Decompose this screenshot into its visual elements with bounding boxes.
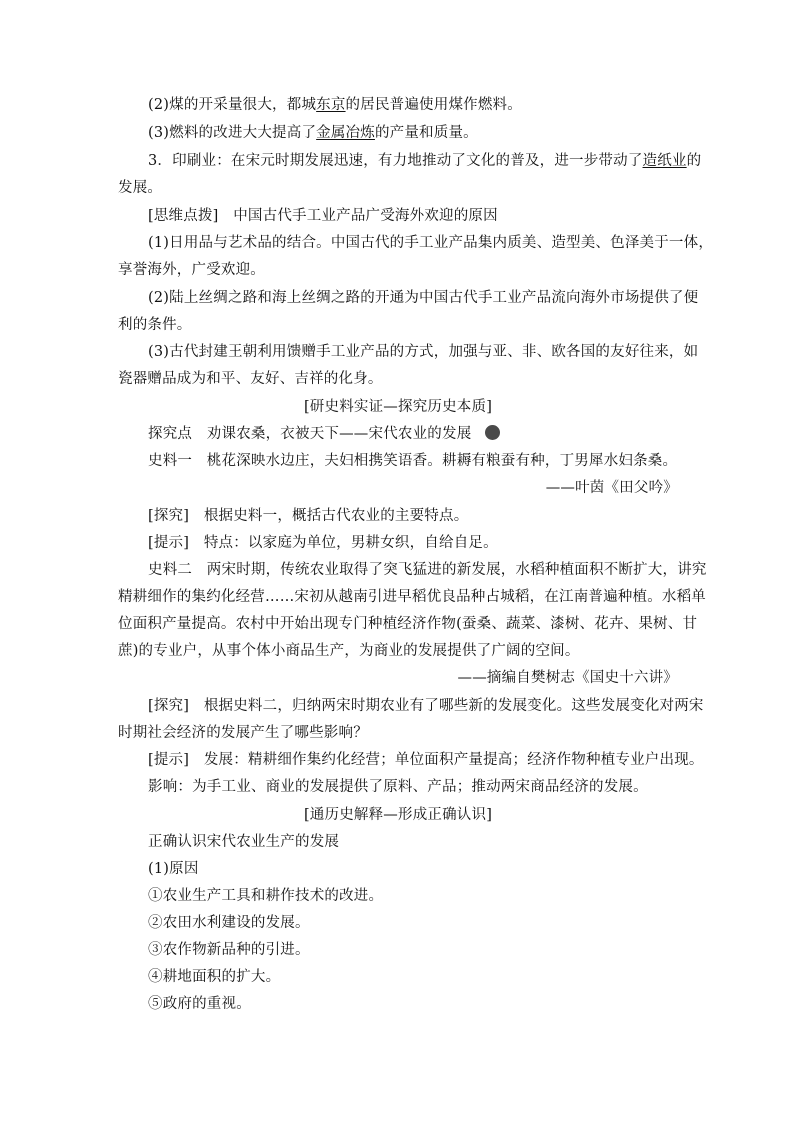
- bullet-dot-icon: [485, 425, 500, 440]
- tip-item-2-cont: 利的条件。: [118, 317, 192, 333]
- source-2-line-4: 蔗)的专业户，从事个体小商品生产，为商业的发展提供了广阔的空间。: [118, 643, 580, 659]
- text-segment: 的: [686, 153, 702, 169]
- paragraph-printing-cont: 发展。: [118, 180, 163, 196]
- tip-title: [思维点拨] 中国古代手工业产品广受海外欢迎的原因: [148, 208, 498, 224]
- topic-heading: 正确认识宋代农业生产的发展: [148, 834, 340, 850]
- section-heading-2: [通历史解释—形成正确认识]: [303, 807, 493, 823]
- explore-point: [148, 425, 708, 443]
- answer-2: [提示] 发展：精耕细作集约化经营；单位面积产量提高；经济作物种植专业户出现。: [148, 752, 704, 768]
- question-1: [探究] 根据史料一，概括古代农业的主要特点。: [148, 508, 469, 524]
- reason-item: ④耕地面积的扩大。: [148, 969, 281, 985]
- text-segment: (3)燃料的改进大大提高了: [148, 125, 317, 141]
- paragraph-fuel: [148, 124, 708, 142]
- reason-item: ①农业生产工具和耕作技术的改进。: [148, 888, 384, 904]
- question-2: [探究] 根据史料二，归纳两宋时期农业有了哪些新的发展变化。这些发展变化对两宋: [148, 698, 704, 714]
- reason-item: ③农作物新品种的引进。: [148, 942, 310, 958]
- question-2-cont: 时期社会经济的发展产生了哪些影响？: [118, 725, 368, 741]
- section-heading-1: [研史料实证—探究历史本质]: [303, 399, 493, 415]
- text-segment: 3．印刷业：在宋元时期发展迅速，有力地推动了文化的普及，进一步带动了: [148, 153, 643, 169]
- answer-1: [提示] 特点：以家庭为单位，男耕女织，自给自足。: [148, 535, 498, 551]
- tip-item-1: (1)日用品与艺术品的结合。中国古代的手工业产品集内质美、造型美、色泽美于一体，: [148, 235, 714, 251]
- reason-title: (1)原因: [148, 861, 199, 877]
- text-segment: 的居民普遍使用煤作燃料。: [345, 97, 522, 113]
- explore-point-label: 探究点 劝课农桑，衣被天下——宋代农业的发展: [148, 426, 472, 442]
- underlined-term: 东京: [316, 97, 346, 113]
- source-1-citation: ——叶茵《田父吟》: [545, 480, 678, 496]
- text-segment: 的产量和质量。: [374, 125, 478, 141]
- tip-item-3-cont: 瓷器赠品成为和平、友好、吉祥的化身。: [118, 371, 383, 387]
- paragraph-printing: [148, 152, 708, 170]
- underlined-term: 金属冶炼: [316, 125, 375, 141]
- underlined-term: 造纸业: [642, 153, 687, 169]
- paragraph-coal: [148, 96, 708, 114]
- text-segment: (2)煤的开采量很大，都城: [148, 97, 317, 113]
- tip-item-3: (3)古代封建王朝利用馈赠手工业产品的方式，加强与亚、非、欧各国的友好往来，如: [148, 344, 699, 360]
- source-2-citation: ——摘编自樊树志《国史十六讲》: [457, 670, 678, 686]
- source-1: 史料一 桃花深映水边庄，夫妇相携笑语香。耕耨有粮蚕有种，丁男犀水妇条桑。: [148, 453, 678, 469]
- tip-item-1-cont: 享誉海外，广受欢迎。: [118, 262, 265, 278]
- source-2-line-3: 位面积产量提高。农村中开始出现专门种植经济作物(蚕桑、蔬菜、漆树、花卉、果树、甘: [118, 616, 698, 632]
- source-2-line-2: 精耕细作的集约化经营……宋初从越南引进早稻优良品种占城稻，在江南普遍种植。水稻单: [118, 589, 706, 605]
- tip-item-2: (2)陆上丝绸之路和海上丝绸之路的开通为中国古代手工业产品流向海外市场提供了便: [148, 290, 699, 306]
- answer-2-impact: 影响：为手工业、商业的发展提供了原料、产品；推动两宋商品经济的发展。: [148, 779, 648, 795]
- source-2-line-1: 史料二 两宋时期，传统农业取得了突飞猛进的新发展，水稻种植面积不断扩大，讲究: [148, 562, 707, 578]
- reason-item: ⑤政府的重视。: [148, 996, 251, 1012]
- reason-item: ②农田水利建设的发展。: [148, 915, 310, 931]
